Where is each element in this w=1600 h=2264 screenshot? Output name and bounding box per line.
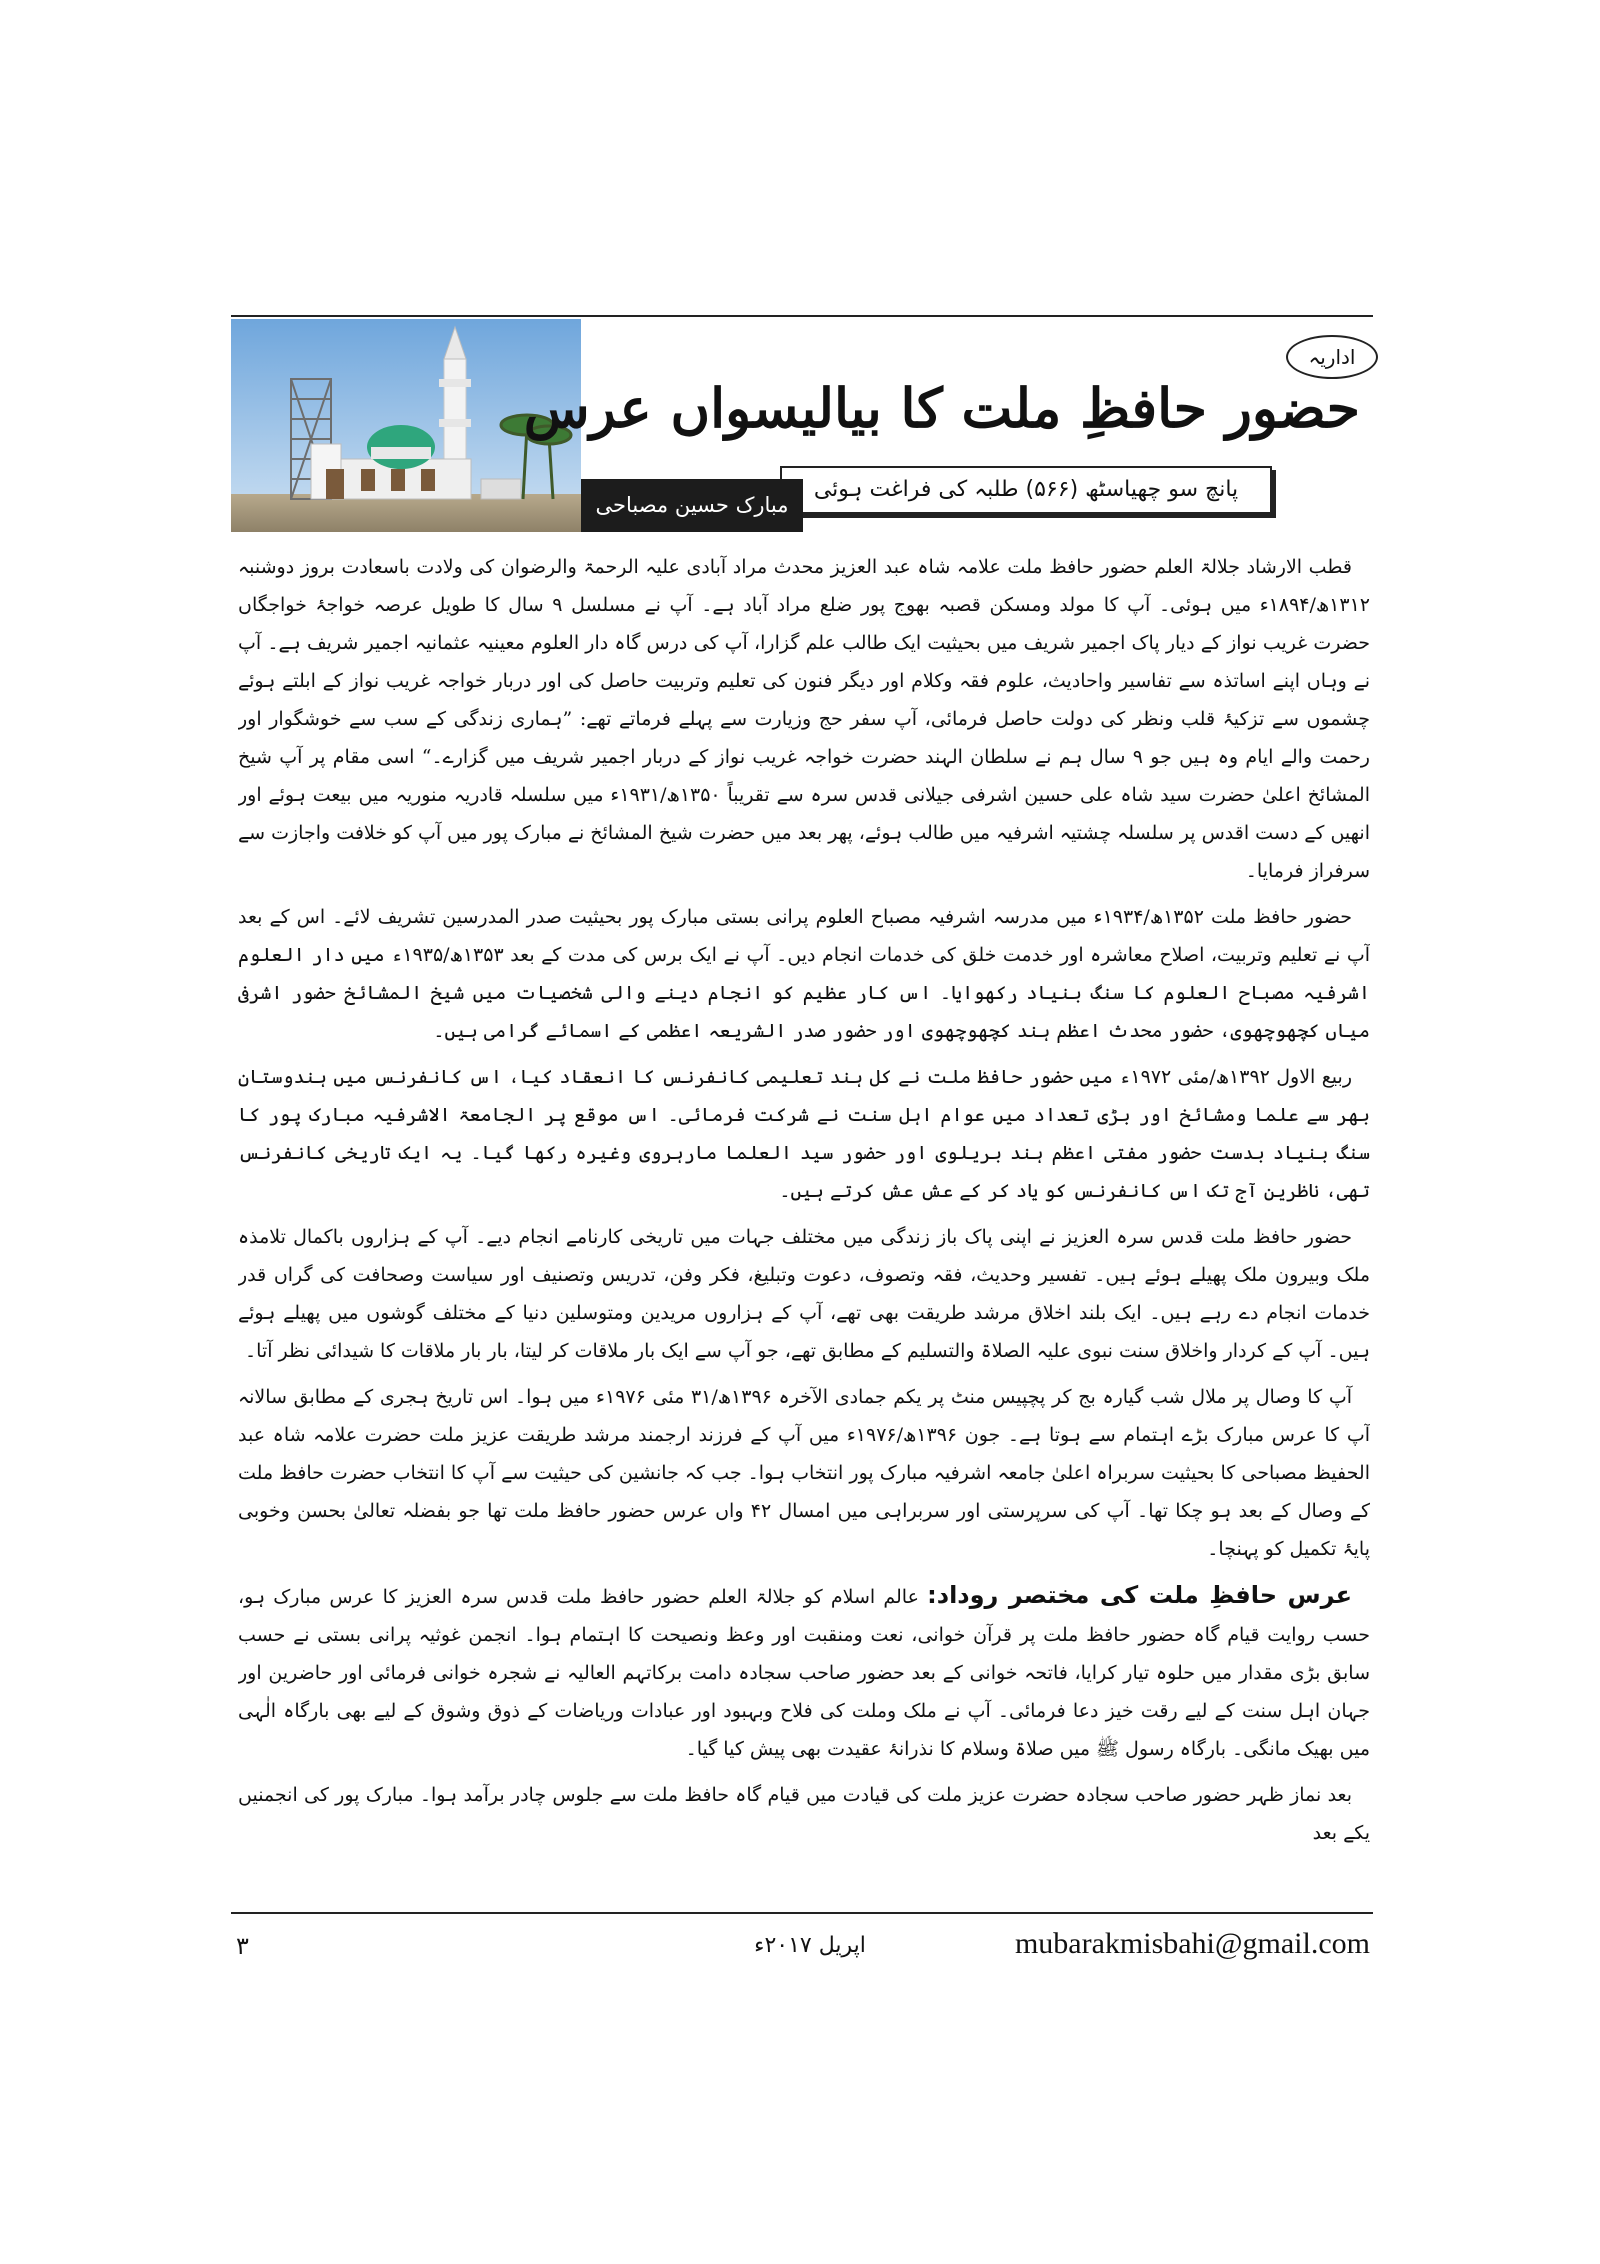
author-byline: مبارک حسین مصباحی [581,479,803,532]
paragraph: قطب الارشاد جلالۃ العلم حضور حافظ ملت علامہ شاہ عبد العزیز محدث مراد آبادی علیہ الرحمۃ والرضوان کی ولادت باسعادت بروز دوشنبہ ۱۳۱۲ھ/۱۸۹۴ء میں ہوئی۔ آپ کا مولد ومسکن قصبہ بھوج پور ضلع مراد آباد ہے۔ آپ نے مسلسل ۹ سال کا طویل عرصہ خواجۂ خواجگاں حضرت غریب نواز کے دیار پاک اجمیر شریف میں بحیثیت ایک طالب علم گزارا، آپ کی درس گاہ دار العلوم معینیہ عثمانیہ اجمیر شریف ہے۔ آپ نے وہاں اپنے اساتذہ سے تفاسیر واحادیث، علوم فقہ وکلام اور دیگر فنون کی تعلیم وتربیت حاصل کی اور دربار خواجہ غریب نواز کے ابلتے ہوئے چشموں سے تزکیۂ قلب ونظر کی دولت حاصل فرمائی، آپ سفر حج وزیارت سے پہلے فرماتے تھے: ”ہماری زندگی کے سب سے خوشگوار اور رحمت والے ایام وہ ہیں جو ۹ سال ہم نے سلطان الہند حضرت خواجہ غریب نواز کے دربار اجمیر شریف میں گزارے۔“ اسی مقام پر آپ شیخ المشائخ اعلیٰ حضرت سید شاہ علی حسین اشرفی جیلانی قدس سرہ سے تقریباً ۱۳۵۰ھ/۱۹۳۱ء میں سلسلہ قادریہ منوریہ میں بیعت ہوئے اور انھیں کے دست اقدس پر سلسلہ چشتیہ اشرفیہ میں طالب ہوئے، پھر بعد میں حضرت شیخ المشائخ نے مبارک پور میں آپ کو خلافت واجازت سے سرفراز فرمایا۔ [238,556,1370,882]
bottom-rule [231,1912,1373,1914]
paragraph: ربیع الاول ۱۳۹۲ھ/مئی ۱۹۷۲ء میں حضور حافظ ملت نے کل ہند تعلیمی کانفرنس کا انعقاد کیا، اس کانفرنس میں ہندوستان بھر سے علما ومشائخ اور بڑی تعداد میں عوام اہل سنت نے شرکت فرمائی۔ اس موقع پر الجامعۃ الاشرفیہ مبارک پور کا سنگ بنیاد بدست حضور مفتی اعظم ہند بریلوی اور حضور سید العلما مارہروی وغیرہ رکھا گیا۔ یہ ایک تاریخی کانفرنس تھی، ناظرین آج تک اس کانفرنس کو یاد کر کے عش عش کرتے ہیں۔ [238,1066,1370,1202]
section-tag: اداریہ [1286,335,1378,379]
footer-email: mubarakmisbahi@gmail.com [1014,1927,1370,1960]
urs-report-text: عالم اسلام کو جلالۃ العلم حضور حافظ ملت قدس سرہ العزیز کا عرس مبارک ہو، حسب روایت قیام گاہ حضور حافظ ملت پر قرآن خوانی، نعت ومنقبت اور وعظ ونصیحت کا اہتمام ہوا۔ انجمن غوثیہ پرانی بستی نے حسب سابق بڑی مقدار میں حلوہ تیار کرایا، فاتحہ خوانی کے بعد حضور صاحب سجادہ دامت برکاتہم العالیہ نے شجرہ خوانی فرمائی اور حاضرین اور جہان اہل سنت کے لیے رقت خیز دعا فرمائی۔ آپ نے ملک وملت کی فلاح وبہبود اور عبادات وریاضات کے ذوق وشوق کے لیے بھی بارگاہ الٰہی میں بھیک مانگی۔ بارگاہ رسول ﷺ میں صلاۃ وسلام کا نذرانۂ عقیدت بھی پیش کیا گیا۔ [238,1586,1370,1760]
paragraph: بعد نماز ظہر حضور صاحب سجادہ حضرت عزیز ملت کی قیادت میں قیام گاہ حافظ ملت سے جلوس چادر برآمد ہوا۔ مبارک پور کی انجمنیں یکے بعد [238,1784,1370,1844]
urs-report-heading: عرس حافظِ ملت کی مختصر روداد: [927,1581,1352,1609]
article-title: حضور حافظِ ملت کا بیالیسواں عرس [523,376,1360,440]
page-number: ۳ [236,1932,249,1960]
urs-report-paragraph [238,1576,1370,1768]
paragraph: حضور حافظ ملت قدس سرہ العزیز نے اپنی پاک باز زندگی میں مختلف جہات میں تاریخی کارنامے انجام دیے۔ آپ کے ہزاروں باکمال تلامذہ ملک وبیرون ملک پھیلے ہوئے ہیں۔ تفسیر وحدیث، فقہ وتصوف، دعوت وتبلیغ، فکر وفن، تدریس وتصنیف اور سیاست وصحافت کی گراں قدر خدمات انجام دے رہے ہیں۔ ایک بلند اخلاق مرشد طریقت بھی تھے، آپ کے ہزاروں مریدین ومتوسلین دنیا کے مختلف گوشوں میں پھیلے ہوئے ہیں۔ آپ کے کردار واخلاق سنت نبوی علیہ الصلاۃ والتسلیم کے مطابق تھے، جو آپ سے ایک بار ملاقات کر لیتا، بار بار ملاقات کا شیدائی نظر آتا۔ [238,1226,1370,1362]
article-body [238,548,1370,1888]
paragraph: آپ کا وصال پر ملال شب گیارہ بج کر پچپیس منٹ پر یکم جمادی الآخرہ ۱۳۹۶ھ/۳۱ مئی ۱۹۷۶ء میں ہوا۔ اس تاریخ ہجری کے مطابق سالانہ آپ کا عرس مبارک بڑے اہتمام سے ہوتا ہے۔ جون ۱۳۹۶ھ/۱۹۷۶ء میں آپ کے فرزند ارجمند مرشد طریقت عزیز ملت حضرت علامہ شاہ عبد الحفیظ مصباحی کا بحیثیت سربراہ اعلیٰ جامعہ اشرفیہ مبارک پور انتخاب ہوا۔ جب کہ جانشین کی حیثیت سے آپ کا انتخاب حضرت حافظ ملت کے وصال کے بعد ہو چکا تھا۔ آپ کی سرپرستی اور سربراہی میں امسال ۴۲ واں عرس حضور حافظ ملت تھا جو بفضلہ تعالیٰ بحسن وخوبی پایۂ تکمیل کو پہنچا۔ [238,1386,1370,1560]
top-rule [231,315,1373,317]
paragraph: حضور حافظ ملت ۱۳۵۲ھ/۱۹۳۴ء میں مدرسہ اشرفیہ مصباح العلوم پرانی بستی مبارک پور بحیثیت صدر المدرسین تشریف لائے۔ اس کے بعد آپ نے تعلیم وتربیت، اصلاح معاشرہ اور خدمت خلق کی خدمات انجام دیں۔ آپ نے ایک برس کی مدت کے بعد ۱۳۵۳ھ/۱۹۳۵ء میں دار العلوم اشرفیہ مصباح العلوم کا سنگ بنیاد رکھوایا۔ اس کار عظیم کو انجام دینے والی شخصیات میں شیخ المشائخ حضور اشرفی میاں کچھوچھوی، حضور محدث اعظم ہند کچھوچھوی اور حضور صدر الشریعہ اعظمی کے اسمائے گرامی ہیں۔ [238,906,1370,1042]
article-subtitle: پانچ سو چھیاسٹھ (۵۶۶) طلبہ کی فراغت ہوئی [780,466,1272,514]
footer-issue-date: اپریل ۲۰۱۷ء [754,1933,866,1958]
